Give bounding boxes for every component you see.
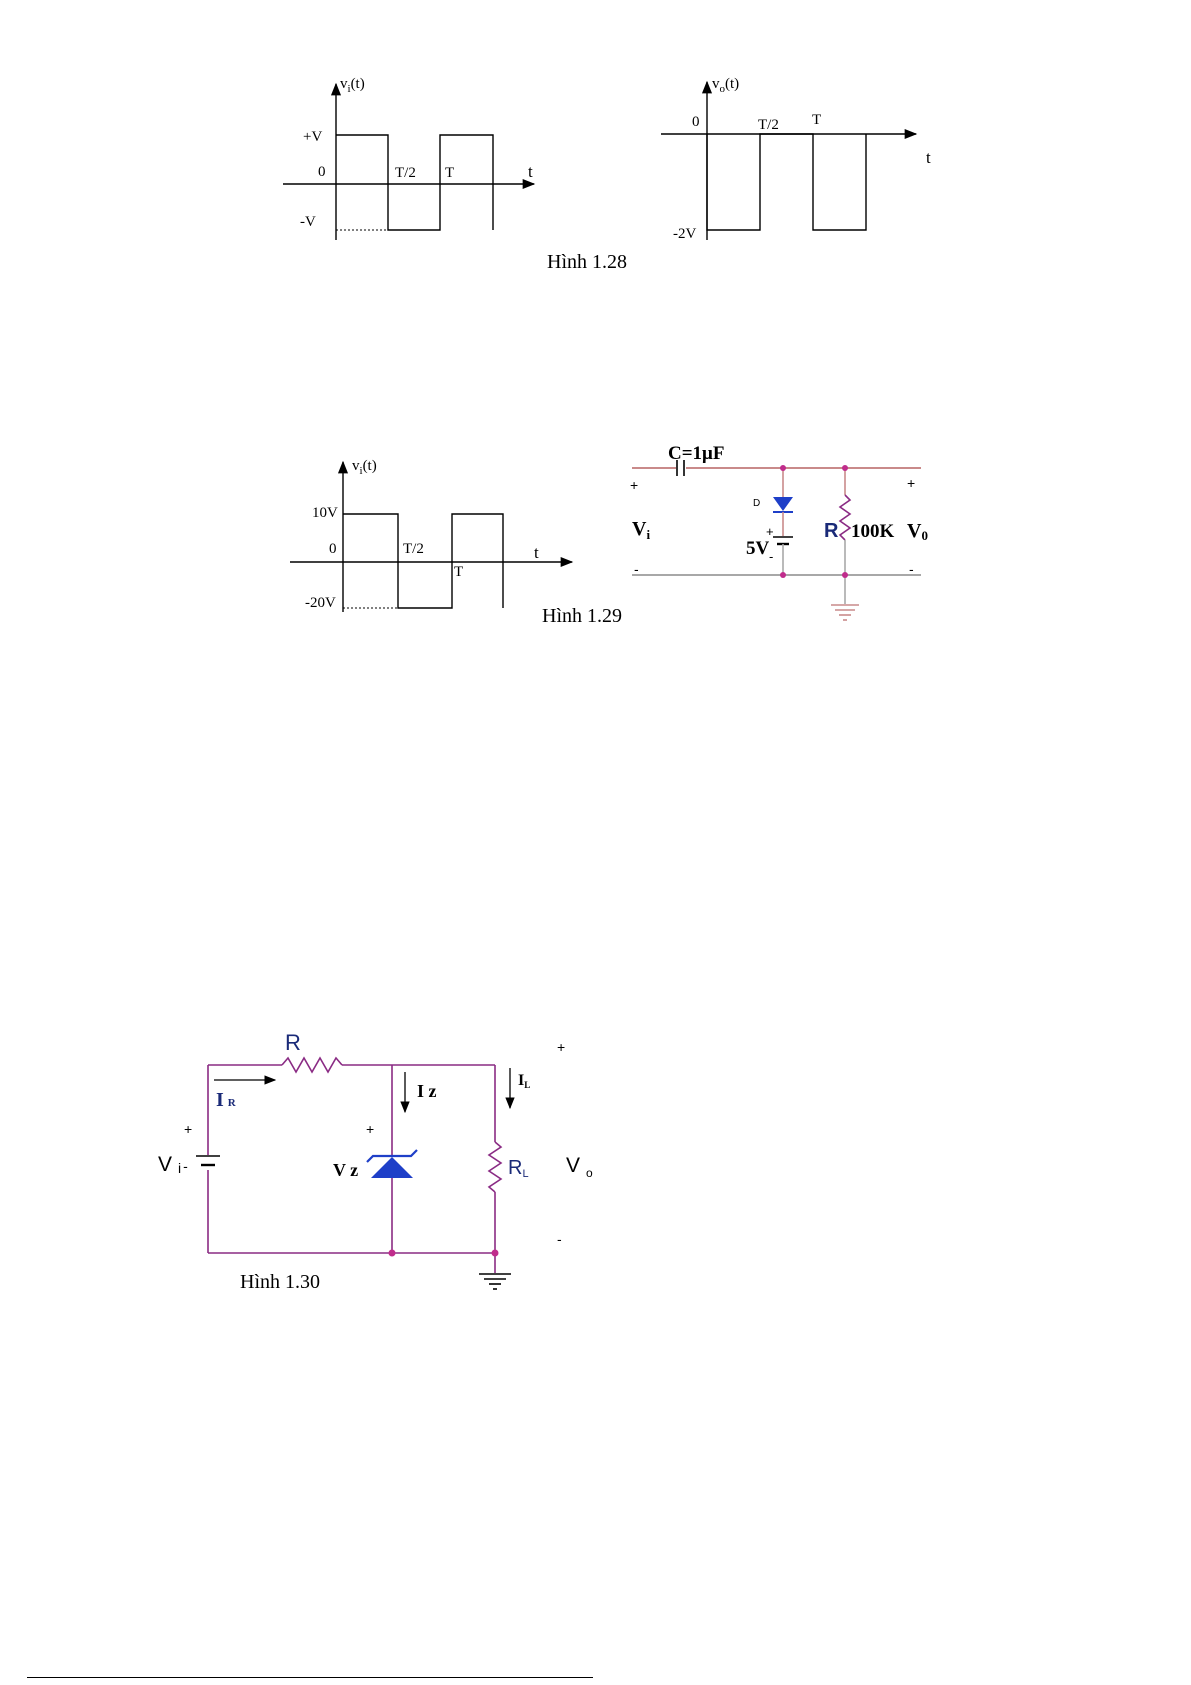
fig129-plus-right: + — [907, 475, 916, 491]
fig129-period: T — [454, 564, 464, 580]
fig129-neg-level: -20V — [305, 595, 336, 611]
fig129-diode-symbol — [773, 497, 793, 511]
fig129-minus-left: - — [634, 561, 639, 577]
fig130-zener-plus: + — [366, 1121, 375, 1137]
fig130-output-label: V $_o$ — [566, 1154, 593, 1180]
fig128-output-labels — [673, 76, 931, 242]
fig129-output-label: V0 — [907, 520, 928, 543]
fig128-right-zero: 0 — [692, 114, 700, 130]
fig129-ground-icon — [831, 605, 859, 620]
fig128-left-zero: 0 — [318, 164, 326, 180]
fig128-input-labels — [300, 76, 533, 230]
fig129-battery-plus: + — [766, 524, 774, 539]
fig128-input-waveform — [283, 84, 534, 240]
fig129-square-wave — [343, 514, 503, 608]
fig130-resistor-label: R — [285, 1030, 301, 1055]
fig130-ir-label: I R — [216, 1089, 236, 1111]
fig128-left-neg-level: -V — [300, 214, 316, 230]
fig129-battery-minus: - — [769, 549, 774, 564]
fig129-battery-label: 5V — [746, 538, 770, 559]
fig129-caption: Hình 1.29 — [542, 605, 622, 627]
fig130-current-arrows — [214, 1068, 510, 1112]
fig130-load-label: RL — [508, 1157, 529, 1180]
fig130-ground-icon — [479, 1274, 511, 1289]
fig128-caption: Hình 1.28 — [547, 251, 627, 273]
fig128-left-pos-level: +V — [303, 129, 323, 145]
fig129-minus-right: - — [909, 561, 914, 577]
fig130-out-minus: - — [557, 1231, 562, 1247]
fig129-plus-left: + — [630, 477, 639, 493]
fig130-source-label: Vi - — [158, 1153, 188, 1176]
fig130-source-plus: + — [184, 1121, 193, 1137]
fig130-caption: Hình 1.30 — [240, 1271, 320, 1293]
fig130-resistor-zigzag — [282, 1058, 342, 1072]
fig128-left-period: T — [445, 165, 455, 181]
fig128-right-neg-level: -2V — [673, 226, 697, 242]
fig129-wave-labels — [305, 458, 539, 611]
fig129-pos-level: 10V — [312, 505, 338, 521]
fig130-il-label: IL — [518, 1072, 531, 1090]
fig130-out-plus: + — [557, 1039, 566, 1055]
fig128-output-waveform — [661, 82, 916, 240]
fig128-left-ylabel: $v_i(t)$ — [340, 76, 365, 95]
fig129-xlabel: t — [534, 543, 539, 562]
fig128-left-square-wave — [336, 135, 493, 230]
fig129-circuit-labels — [630, 443, 928, 577]
footer-rule — [27, 1677, 593, 1678]
fig129-input-label: $V_i$ — [632, 518, 651, 542]
fig129-ylabel: $v_i(t)$ — [352, 458, 377, 477]
fig130-battery — [196, 1156, 220, 1165]
fig130-zener-diode — [371, 1157, 413, 1178]
fig128-left-half-period: T/2 — [395, 165, 416, 181]
fig128-right-period: T — [812, 112, 822, 128]
fig129-diode-label: D — [753, 498, 761, 509]
fig129-resistor-zigzag — [840, 495, 850, 540]
fig130-iz-label: I z — [417, 1081, 437, 1101]
fig129-zero: 0 — [329, 541, 337, 557]
fig129-resistor-letter: R — [824, 520, 839, 542]
fig130-labels — [158, 1030, 593, 1247]
fig129-capacitor-label: C=1μF — [668, 443, 725, 464]
fig128-right-xlabel: t — [926, 148, 931, 167]
fig128-right-half-period: T/2 — [758, 117, 779, 133]
fig128-right-ylabel: $v_o(t)$ — [712, 76, 740, 95]
fig130-zener-label: V z — [333, 1160, 359, 1180]
fig130-load-zigzag — [489, 1142, 501, 1192]
fig128-right-pulse-wave — [707, 134, 866, 230]
fig129-resistor-value: 100K — [851, 521, 895, 542]
fig129-input-waveform — [290, 462, 572, 612]
fig129-half-period: T/2 — [403, 541, 424, 557]
fig128-left-xlabel: t — [528, 162, 533, 181]
